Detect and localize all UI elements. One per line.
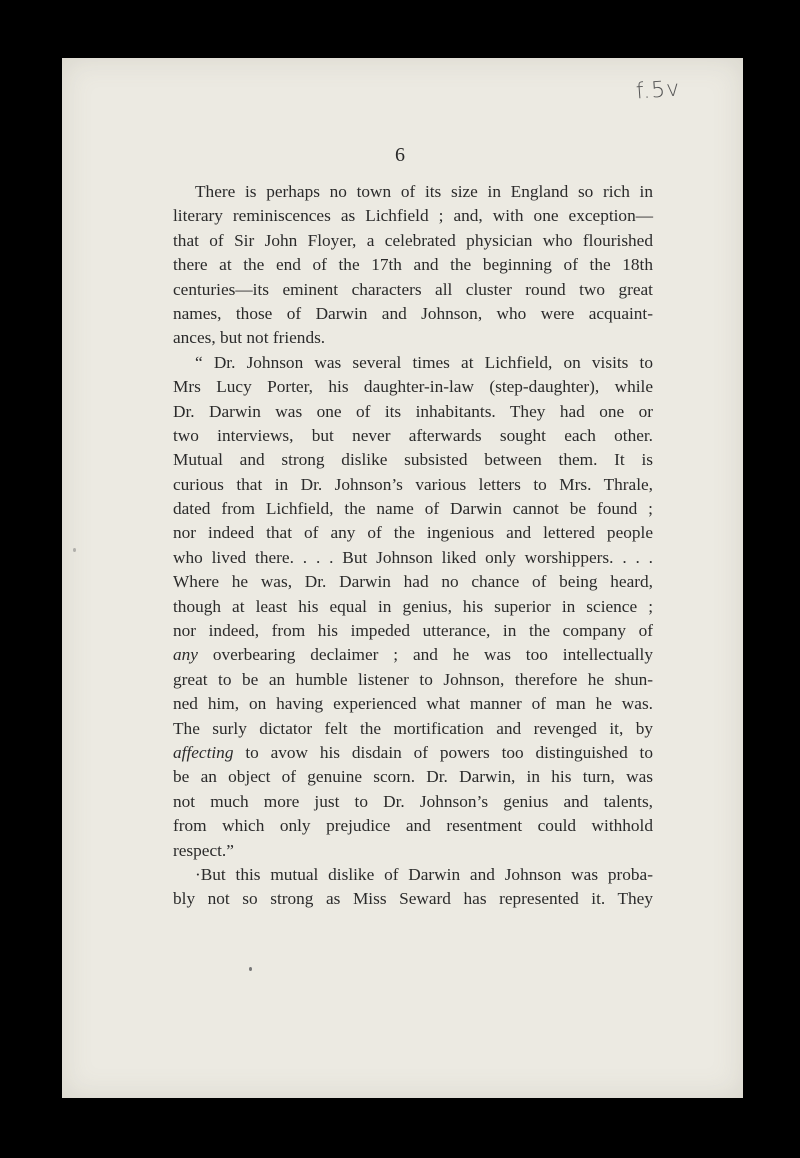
text-line: respect.”: [173, 840, 234, 860]
text-line: two interviews, but never afterwards sought each other.: [173, 425, 653, 445]
text-line: that of Sir John Floyer, a celebrated physician who flourished: [173, 230, 653, 250]
text-line: literary reminiscences as Lichfield ; and, with one exception—: [173, 206, 653, 226]
text-line: [173, 643, 653, 667]
text-line: centuries—its eminent characters all cluster round two great: [173, 279, 653, 299]
text-line: nor indeed, from his impeded utterance, in the company of: [173, 621, 653, 641]
text-line: curious that in Dr. Johnson’s various letters to Mrs. Thrale,: [173, 474, 653, 494]
body-text: [173, 180, 653, 912]
text-line: ned him, on having experienced what manner of man he was.: [173, 694, 653, 714]
text-line: Mutual and strong dislike subsisted between them. It is: [173, 450, 653, 470]
text-line: ances, but not friends.: [173, 328, 326, 348]
text-line: “ Dr. Johnson was several times at Lichfield, on visits to: [195, 352, 653, 372]
italic-word: any: [173, 645, 198, 665]
text-line: The surly dictator felt the mortification and revenged it, by: [173, 718, 653, 738]
paper-speck: [73, 548, 76, 552]
text-line: who lived there. . . . But Johnson liked only worshippers. . . .: [173, 547, 653, 567]
italic-word: affecting: [173, 742, 234, 762]
text-line: from which only prejudice and resentment could withhold: [173, 816, 653, 836]
page-number: 6: [395, 144, 405, 166]
text-line: Where he was, Dr. Darwin had no chance of being heard,: [173, 572, 653, 592]
text-line: bly not so strong as Miss Seward has represented it. They: [173, 889, 653, 909]
text-line: ·But this mutual dislike of Darwin and Johnson was proba-: [195, 864, 653, 884]
text-line: Mrs Lucy Porter, his daughter-in-law (step-daughter), while: [173, 377, 653, 397]
text-line: though at least his equal in genius, his superior in science ;: [173, 596, 653, 616]
text-line: be an object of genuine scorn. Dr. Darwin, in his turn, was: [173, 767, 653, 787]
text-line: dated from Lichfield, the name of Darwin cannot be found ;: [173, 499, 653, 519]
foliation-mark: f.5v: [635, 76, 681, 105]
text-line: There is perhaps no town of its size in England so rich in: [195, 182, 653, 201]
text-line: not much more just to Dr. Johnson’s genius and talents,: [173, 791, 653, 811]
text-line: names, those of Darwin and Johnson, who were acquaint-: [173, 303, 653, 323]
text-line-rest: overbearing declaimer ; and he was too intellectually: [212, 645, 654, 665]
text-line: nor indeed that of any of the ingenious and lettered people: [173, 523, 653, 543]
text-line: Dr. Darwin was one of its inhabitants. They had one or: [173, 401, 653, 421]
paper-speck: [249, 967, 252, 971]
text-line: great to be an humble listener to Johnson, therefore he shun-: [173, 669, 653, 689]
text-line-rest: to avow his disdain of powers too distinguished to: [245, 742, 653, 762]
text-line: there at the end of the 17th and the beginning of the 18th: [173, 255, 653, 275]
text-line: [173, 741, 653, 765]
